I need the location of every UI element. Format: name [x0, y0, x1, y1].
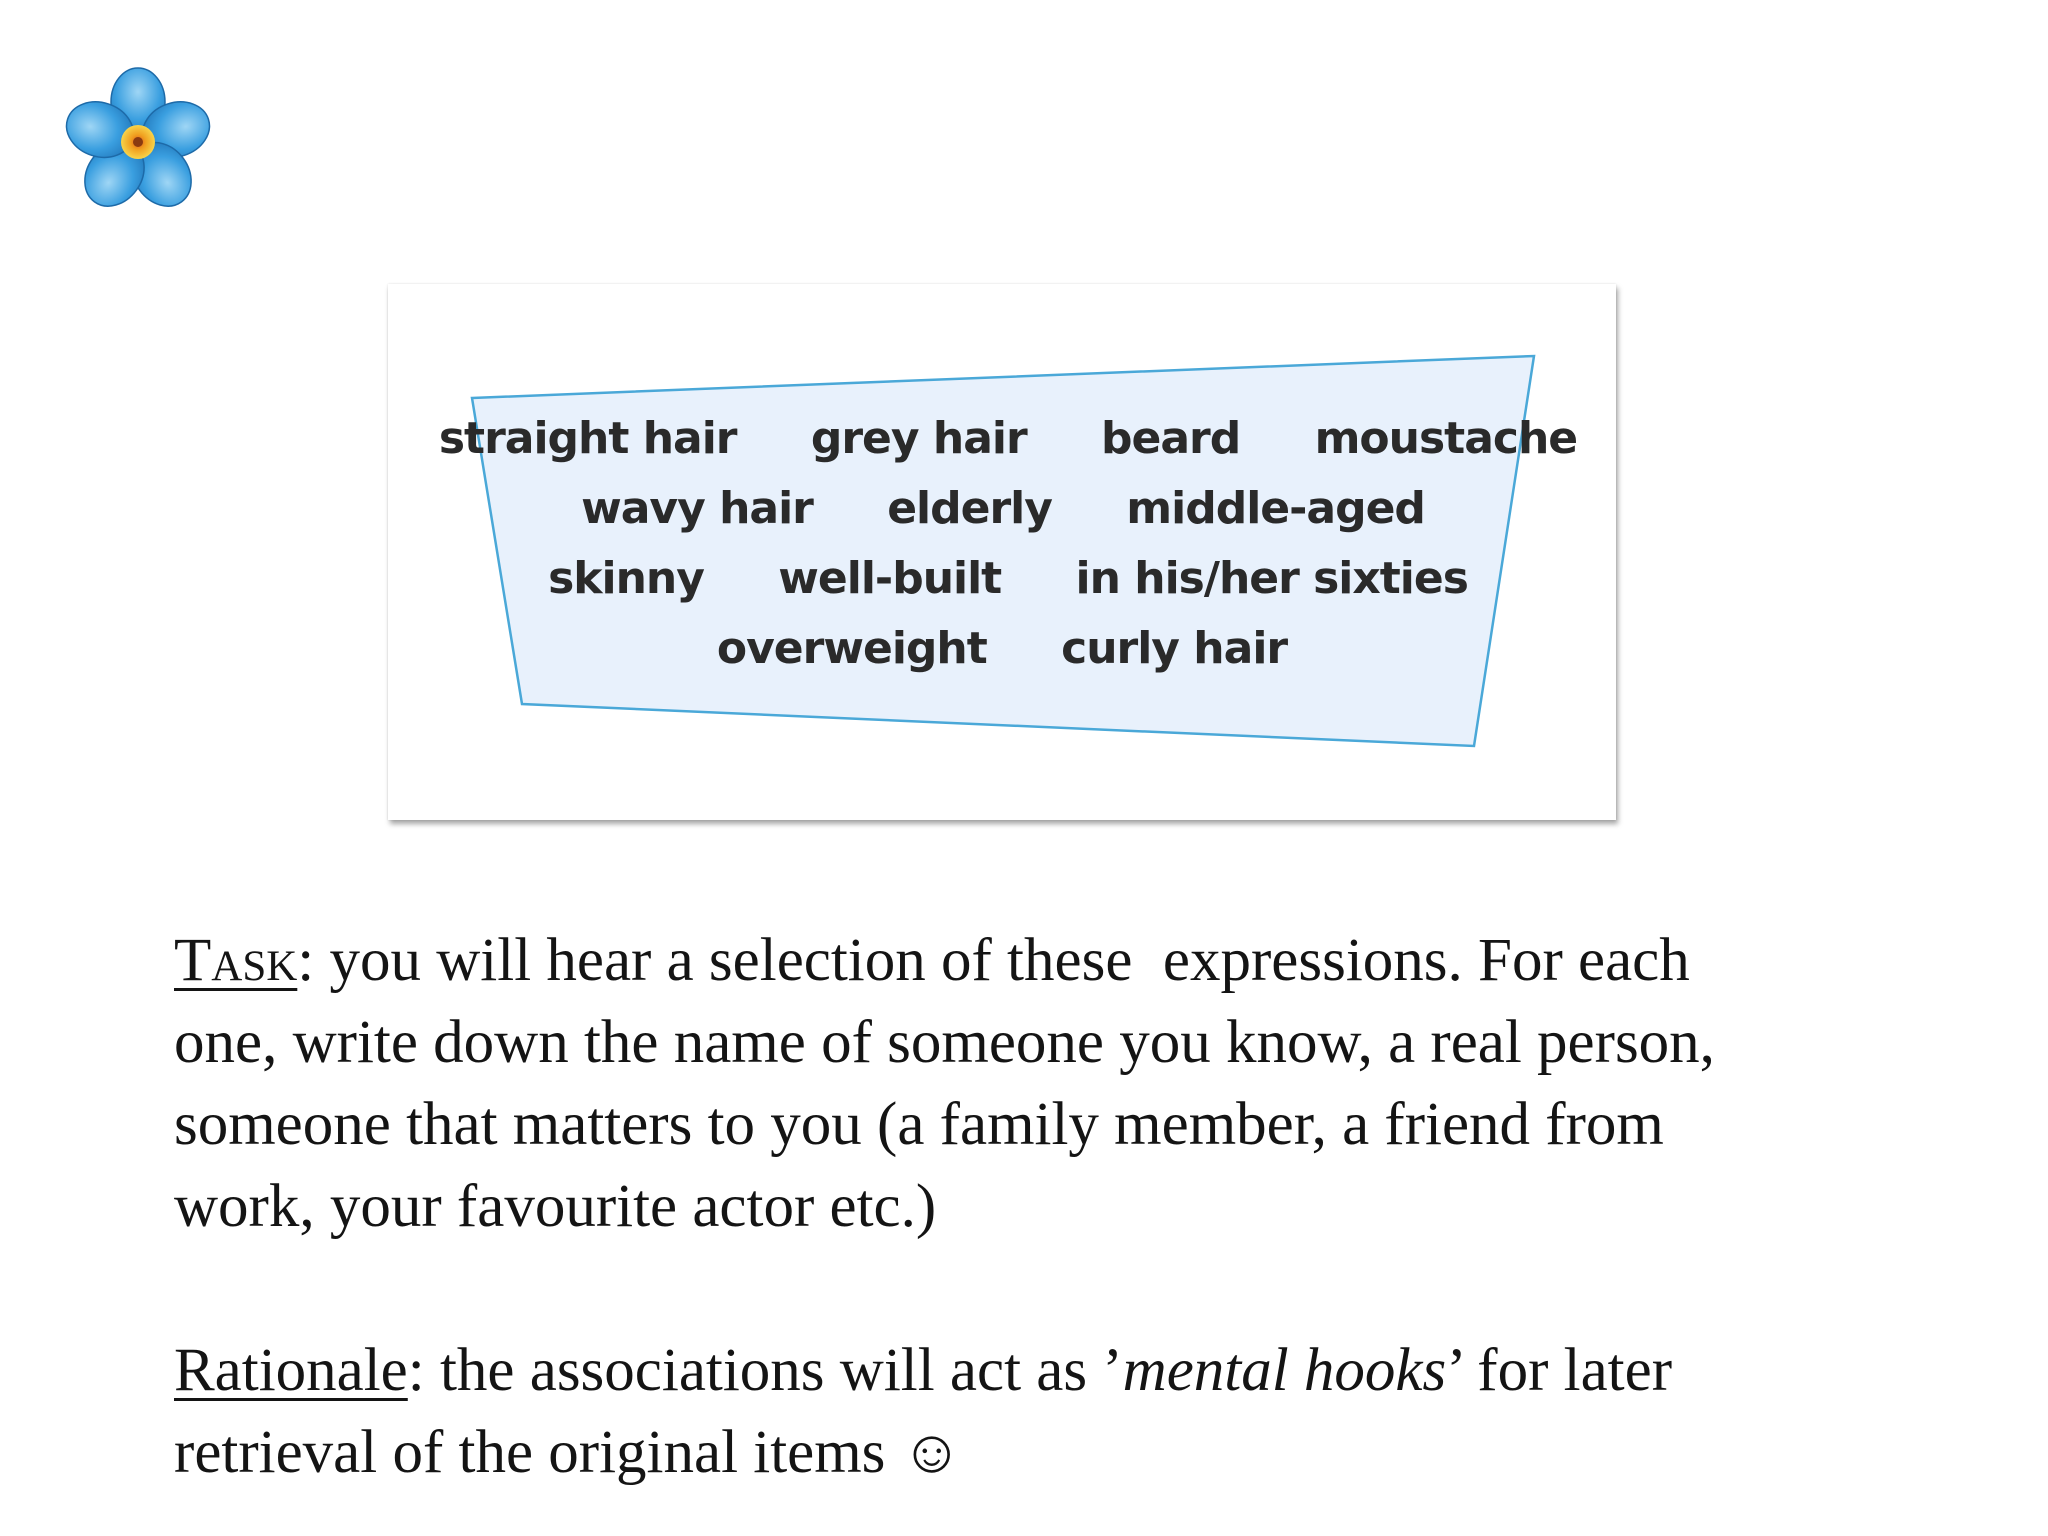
rationale-text-before: the associations will act as ’ [424, 1337, 1123, 1404]
rationale-text-after: ’ for later [1446, 1337, 1673, 1404]
rationale-label: Rationale [174, 1337, 408, 1404]
vocab-item: well-built [778, 553, 1002, 604]
task-separator: : [297, 927, 315, 994]
vocab-item: skinny [548, 553, 704, 604]
vocab-item: grey hair [810, 413, 1027, 464]
task-line-1: you will hear a selection of these expressions. For each [314, 927, 1690, 994]
forget-me-not-flower-icon [58, 62, 218, 222]
vocab-item: elderly [887, 483, 1052, 534]
rationale-line-2: retrieval of the original items ☺ [174, 1419, 963, 1486]
vocab-item: in his/her sixties [1075, 553, 1468, 604]
instructions [174, 920, 2014, 1494]
vocabulary-row [388, 474, 1616, 544]
task-line-3: someone that matters to you (a family member, a friend from [174, 1091, 1664, 1158]
vocab-item: beard [1101, 413, 1241, 464]
rationale-paragraph [174, 1330, 2014, 1494]
task-paragraph [174, 920, 2014, 1248]
vocab-item: middle-aged [1126, 483, 1425, 534]
rationale-separator: : [407, 1337, 425, 1404]
vocabulary-row [388, 544, 1616, 614]
task-label: Task [174, 927, 298, 994]
vocab-item: straight hair [438, 413, 737, 464]
vocabulary-row [388, 404, 1616, 474]
vocab-item: overweight [716, 623, 987, 674]
task-line-2: one, write down the name of someone you know, a real person, [174, 1009, 1715, 1076]
vocabulary-row [388, 614, 1616, 684]
vocab-item: moustache [1314, 413, 1578, 464]
task-line-4: work, your favourite actor etc.) [174, 1173, 937, 1240]
vocab-item: wavy hair [581, 483, 813, 534]
vocab-item: curly hair [1061, 623, 1288, 674]
rationale-emphasis: mental hooks [1122, 1337, 1447, 1404]
vocabulary-list [388, 404, 1616, 684]
vocabulary-card [388, 284, 1616, 820]
